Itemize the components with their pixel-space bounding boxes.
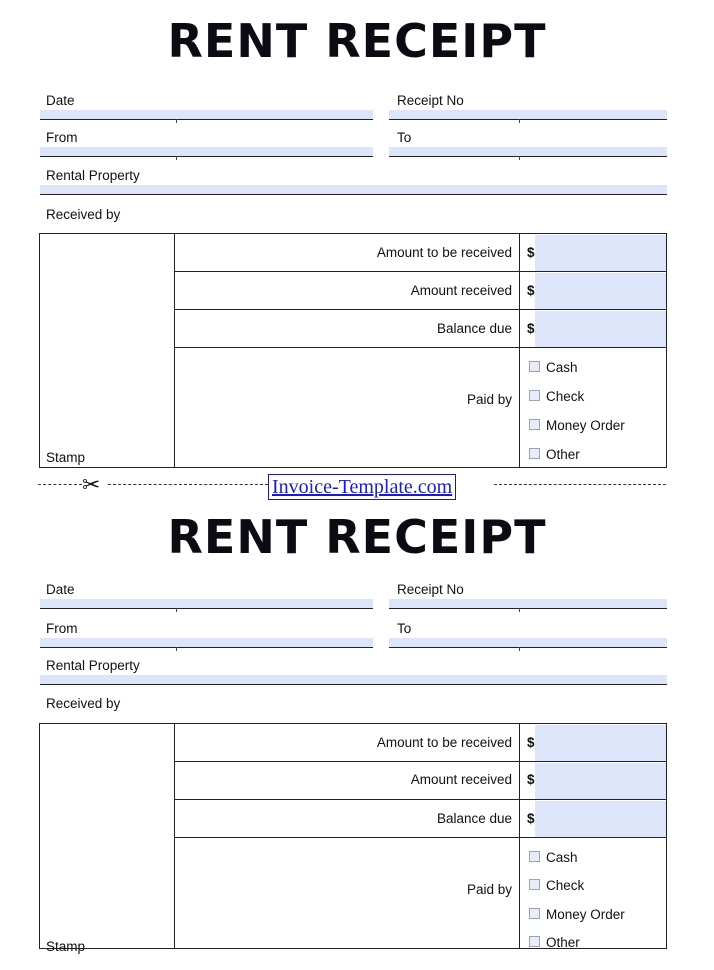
check-checkbox[interactable]: [529, 879, 540, 890]
money-order-option-label: Money Order: [546, 418, 625, 433]
other-option-label: Other: [546, 935, 580, 950]
receipt-no-label: Receipt No: [397, 582, 464, 597]
other-option-label: Other: [546, 447, 580, 462]
to-underline: [389, 156, 667, 157]
to-label: To: [397, 621, 412, 636]
check-checkbox[interactable]: [529, 390, 540, 401]
stamp-label: Stamp: [46, 939, 86, 954]
amount-to-be-received-field[interactable]: [535, 725, 666, 761]
currency-symbol: $: [527, 811, 535, 826]
money-order-option-label: Money Order: [546, 907, 625, 922]
stamp-area: [40, 724, 174, 934]
balance-due-field[interactable]: [535, 311, 666, 347]
to-field[interactable]: [389, 638, 667, 647]
rent-receipt-2: [0, 490, 714, 960]
receipt-no-underline: [389, 119, 667, 120]
money-order-checkbox[interactable]: [529, 908, 540, 919]
date-field[interactable]: [40, 110, 373, 119]
from-label: From: [46, 130, 78, 145]
balance-due-label: Balance due: [436, 321, 512, 336]
receipt-no-field[interactable]: [389, 599, 667, 608]
currency-symbol: $: [527, 772, 535, 787]
amount-to-be-received-field[interactable]: [535, 235, 666, 271]
to-field[interactable]: [389, 147, 667, 156]
cash-option-label: Cash: [546, 360, 578, 375]
date-label: Date: [46, 582, 75, 597]
currency-symbol: $: [527, 245, 535, 260]
to-underline: [389, 647, 667, 648]
cash-checkbox[interactable]: [529, 361, 540, 372]
stamp-area: [40, 234, 174, 444]
rental-property-label: Rental Property: [46, 168, 140, 183]
check-option-label: Check: [546, 389, 585, 404]
balance-due-label: Balance due: [436, 811, 512, 826]
date-field[interactable]: [40, 599, 373, 608]
rental-property-underline: [40, 194, 667, 195]
receipt-no-label: Receipt No: [397, 93, 464, 108]
money-order-checkbox[interactable]: [529, 419, 540, 430]
amount-received-field[interactable]: [535, 273, 666, 309]
from-underline: [40, 647, 373, 648]
rental-property-field[interactable]: [40, 675, 667, 684]
scissors-icon: ✂: [82, 472, 101, 497]
amount-received-field[interactable]: [535, 763, 666, 799]
currency-symbol: $: [527, 283, 535, 298]
balance-due-field[interactable]: [535, 801, 666, 837]
rental-property-label: Rental Property: [46, 658, 140, 673]
cash-checkbox[interactable]: [529, 851, 540, 862]
receipt-no-underline: [389, 608, 667, 609]
invoice-template-link[interactable]: Invoice-Template.com: [268, 474, 456, 500]
date-underline: [40, 608, 373, 609]
rent-receipt-1: [0, 0, 714, 470]
currency-symbol: $: [527, 735, 535, 750]
amount-to-be-received-label: Amount to be received: [376, 245, 512, 260]
from-label: From: [46, 621, 78, 636]
paid-by-label: Paid by: [466, 392, 512, 407]
amount-received-label: Amount received: [410, 772, 512, 787]
from-field[interactable]: [40, 147, 373, 156]
other-checkbox[interactable]: [529, 936, 540, 947]
amount-to-be-received-label: Amount to be received: [376, 735, 512, 750]
date-underline: [40, 119, 373, 120]
amount-received-label: Amount received: [410, 283, 512, 298]
rental-property-underline: [40, 684, 667, 685]
receipt-title: RENT RECEIPT: [167, 14, 547, 68]
stamp-label: Stamp: [46, 450, 86, 465]
other-checkbox[interactable]: [529, 448, 540, 459]
received-by-label: Received by: [46, 696, 121, 711]
receipt-title: RENT RECEIPT: [167, 510, 547, 564]
paid-by-label: Paid by: [466, 882, 512, 897]
receipt-no-field[interactable]: [389, 110, 667, 119]
from-underline: [40, 156, 373, 157]
cash-option-label: Cash: [546, 850, 578, 865]
check-option-label: Check: [546, 878, 585, 893]
date-label: Date: [46, 93, 75, 108]
rental-property-field[interactable]: [40, 185, 667, 194]
to-label: To: [397, 130, 412, 145]
received-by-label: Received by: [46, 207, 121, 222]
currency-symbol: $: [527, 321, 535, 336]
from-field[interactable]: [40, 638, 373, 647]
